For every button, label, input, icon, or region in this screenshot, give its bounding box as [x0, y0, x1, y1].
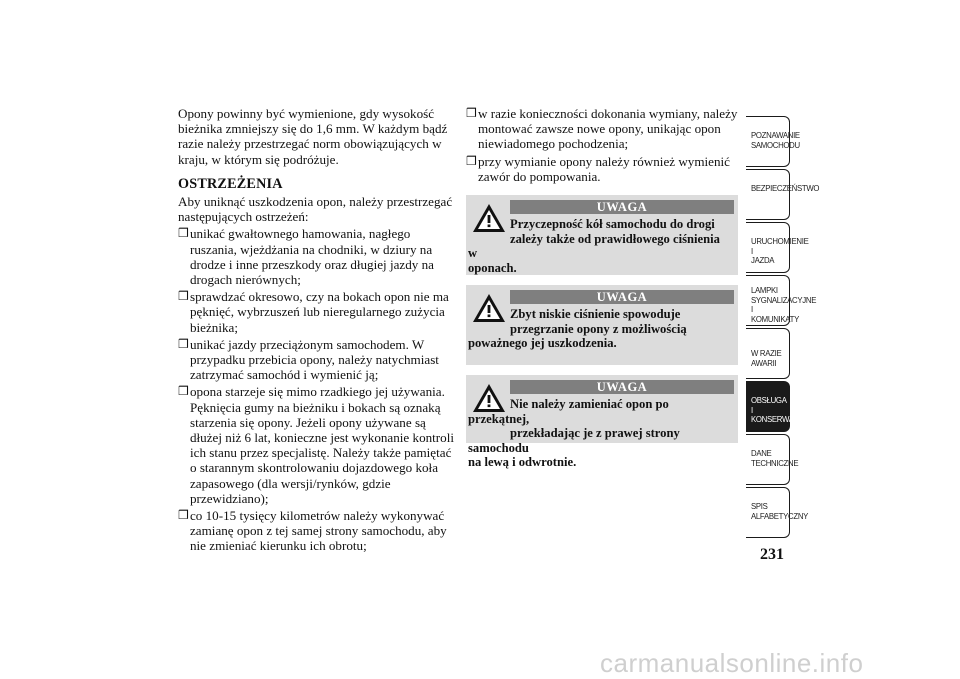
left-column	[178, 106, 454, 554]
tab-w-razie-awarii[interactable]: W RAZIE AWARII	[746, 328, 790, 379]
list-item: ❒ sprawdzać okresowo, czy na bokach opon nie ma pęknięć, wybrzuszeń lub nieregularnego zużycia bieżnika;	[178, 289, 449, 335]
checkbox-icon: ❒	[178, 289, 189, 304]
tab-uruchomienie-i-jazda[interactable]: URUCHOMIENIE I JAZDA	[746, 222, 790, 273]
right-column	[466, 106, 738, 184]
warning-title: UWAGA	[510, 200, 734, 214]
checkbox-icon: ❒	[178, 336, 189, 351]
page-number: 231	[760, 546, 784, 563]
list-item: ❒ opona starzeje się mimo rzadkiego jej używania. Pęknięcia gumy na bieżniku i bokach są oznaką starzenia się opony. Jeżeli opony używane są dłużej niż 6 lat, konieczne jest wykonanie kontroli ich stanu przez specjalistę. Należy także pamiętać o starannym skontrolowaniu dojazdowego koła zapasowego (dla wersji/rynków, gdzie przewidziano);	[178, 384, 454, 506]
warning-text: Przyczepność kół samochodu do drogi zależy także od prawidłowego ciśnienia w oponach.	[468, 217, 720, 275]
list-item: ❒ unikać gwałtownego hamowania, nagłego ruszania, wjeżdżania na chodniki, w dziury na drodze i inne przeszkody oraz długiej jazdy na drogach nierównych;	[178, 226, 434, 288]
tab-bezpieczenstwo[interactable]: BEZPIECZEŃSTWO	[746, 169, 790, 220]
warnings-lead: Aby uniknąć uszkodzenia opon, należy przestrzegać następujących ostrzeżeń:	[178, 194, 453, 225]
warning-box-pressure-grip	[466, 195, 738, 275]
list-item: ❒ w razie konieczności dokonania wymiany, należy montować zawsze nowe opony, unikając opon niewiadomego pochodzenia;	[466, 106, 738, 152]
warning-box-rotation	[466, 375, 738, 469]
intro-paragraph: Opony powinny być wymienione, gdy wysokość bieżnika zmniejszy się do 1,6 mm. W każdym bądź razie należy przestrzegać norm obowiązujących w kraju, w którym się podróżuje.	[178, 106, 448, 167]
warning-text: Zbyt niskie ciśnienie spowoduje przegrzanie opony z możliwością poważnego jej uszkodzenia.	[468, 307, 687, 350]
checkbox-icon: ❒	[466, 106, 477, 120]
list-item: ❒ przy wymianie opony należy również wymienić zawór do pompowania.	[466, 153, 730, 184]
warning-title: UWAGA	[510, 380, 734, 394]
checkbox-icon: ❒	[178, 508, 189, 523]
warning-title: UWAGA	[510, 290, 734, 304]
list-item: ❒ unikać jazdy przeciążonym samochodem. W przypadku przebicia opony, należy natychmiast zatrzymać samochód i wymienić ją;	[178, 336, 439, 383]
checkbox-icon: ❒	[178, 384, 189, 399]
tab-spis-alfabetyczny[interactable]: SPIS ALFABETYCZNY	[746, 487, 790, 538]
warning-text: Nie należy zamieniać opon po przekątnej, przekładając je z prawej strony samochodu na lewą i odwrotnie.	[468, 397, 680, 469]
warnings-heading: OSTRZEŻENIA	[178, 175, 283, 192]
list-item: ❒ co 10-15 tysięcy kilometrów należy wykonywać zamianę opon z tej samej strony samochodu, aby nie zmieniać kierunku ich obrotu;	[178, 508, 447, 554]
tab-dane-techniczne[interactable]: DANE TECHNICZNE	[746, 434, 790, 485]
warning-box-low-pressure	[466, 285, 738, 365]
checkbox-icon: ❒	[466, 153, 477, 168]
checkbox-icon: ❒	[178, 226, 189, 241]
tab-obsluga-i-konserwacja[interactable]: OBSŁUGA I KONSERWACJA	[746, 381, 790, 432]
watermark: carmanualsonline.info	[600, 648, 864, 678]
tab-poznawanie-samochodu[interactable]: POZNAWANIE SAMOCHODU	[746, 116, 790, 167]
tab-lampki-sygnalizacyjne[interactable]: LAMPKI SYGNALIZACYJNE I KOMUNIKATY	[746, 275, 790, 326]
